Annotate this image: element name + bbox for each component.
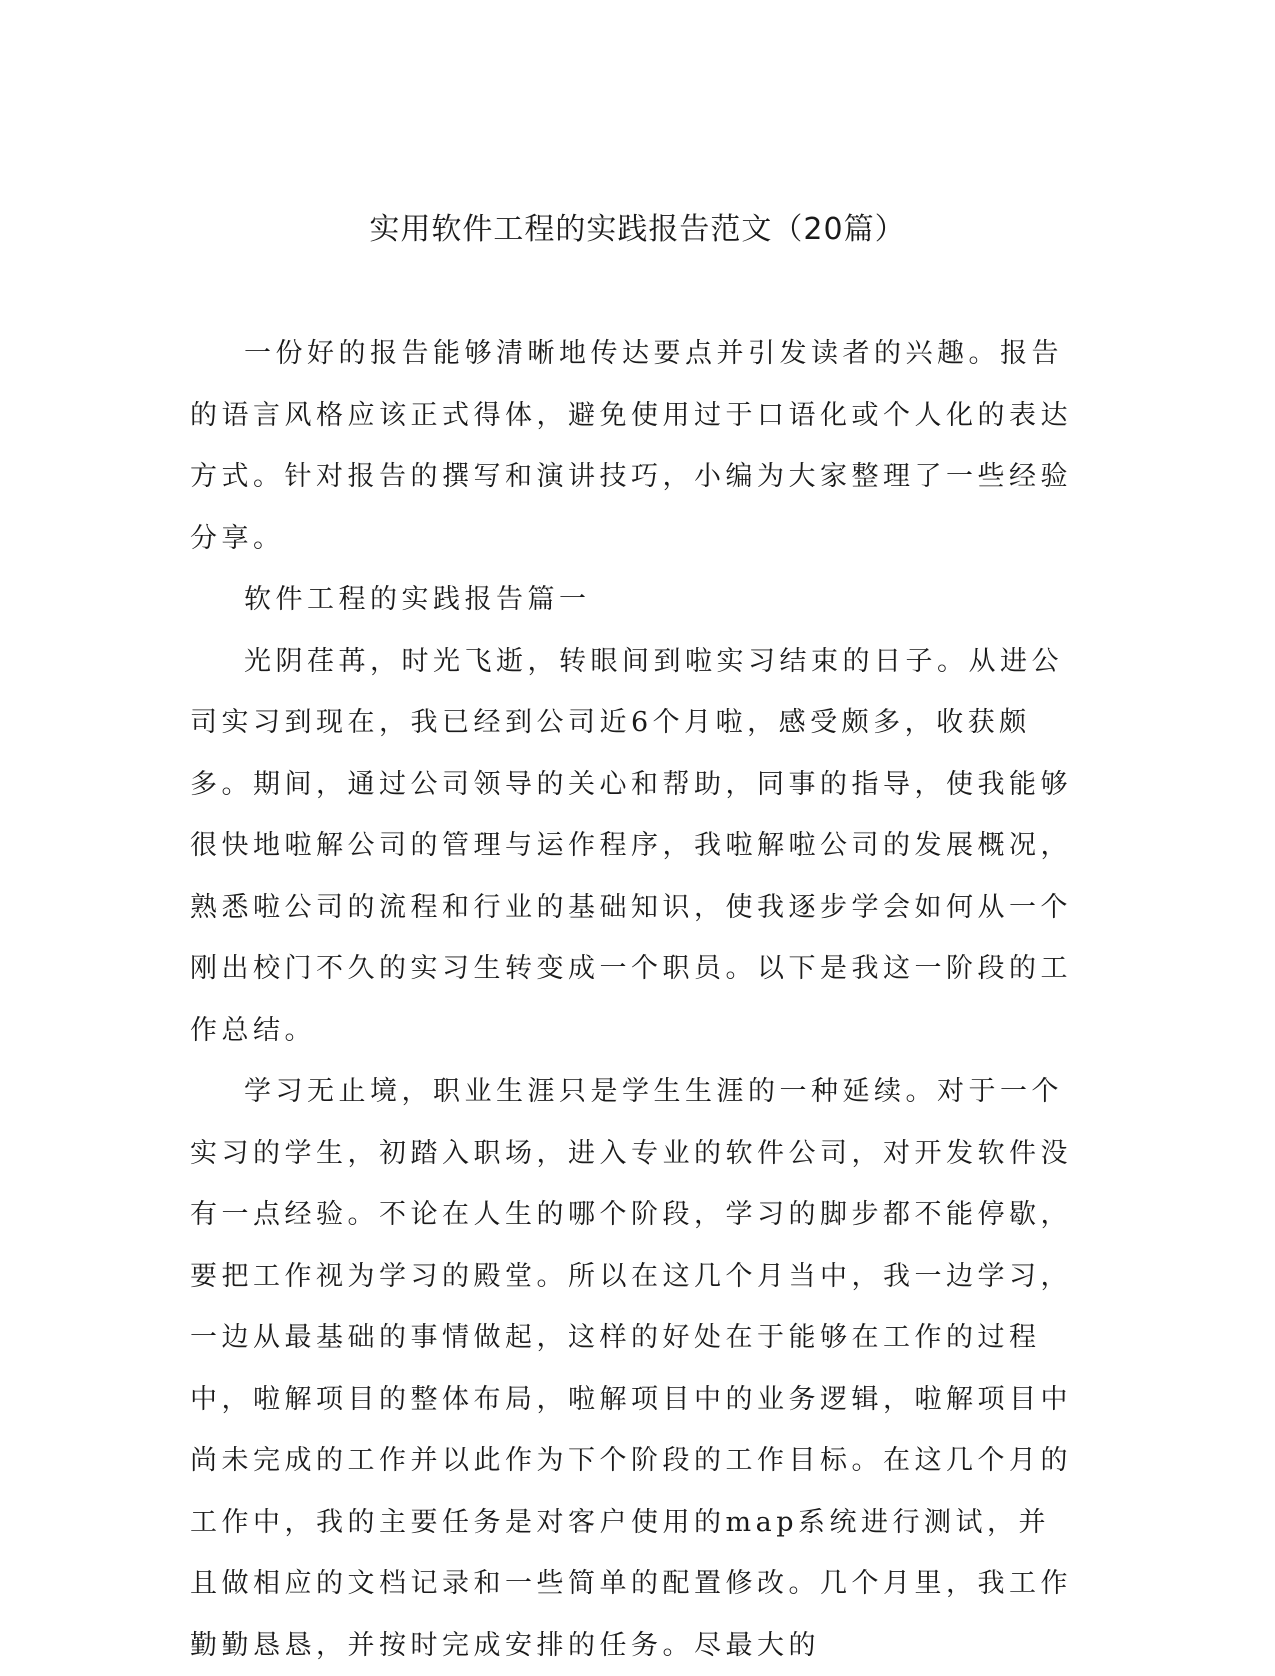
body-paragraph: 光阴荏苒，时光飞逝，转眼间到啦实习结束的日子。从进公司实习到现在，我已经到公司近6个月啦，感受颇多，收获颇多。期间，通过公司领导的关心和帮助，同事的指导，使我能够很快地啦解公司的管理与运作程序，我啦解啦公司的发展概况，熟悉啦公司的流程和行业的基础知识，使我逐步学会如何从一个刚出校门不久的实习生转变成一个职员。以下是我这一阶段的工作总结。 [190,645,1072,1046]
document-body [190,323,1080,1676]
intro-paragraph: 一份好的报告能够清晰地传达要点并引发读者的兴趣。报告的语言风格应该正式得体，避免使用过于口语化或个人化的表达方式。针对报告的撰写和演讲技巧，小编为大家整理了一些经验分享。 [190,338,1072,554]
body-paragraph: 学习无止境，职业生涯只是学生生涯的一种延续。对于一个实习的学生，初踏入职场，进入专业的软件公司，对开发软件没有一点经验。不论在人生的哪个阶段，学习的脚步都不能停歇，要把工作视为学习的殿堂。所以在这几个月当中，我一边学习，一边从最基础的事情做起，这样的好处在于能够在工作的过程中，啦解项目的整体布局，啦解项目中的业务逻辑，啦解项目中尚未完成的工作并以此作为下个阶段的工作目标。在这几个月的工作中，我的主要任务是对客户使用的map系统进行测试，并且做相应的文档记录和一些简单的配置修改。几个月里，我工作勤勤恳恳，并按时完成安排的任务。尽最大的 [190,1076,1072,1661]
section-heading: 软件工程的实践报告篇一 [244,584,591,615]
document-title: 实用软件工程的实践报告范文（20篇） [369,212,906,247]
